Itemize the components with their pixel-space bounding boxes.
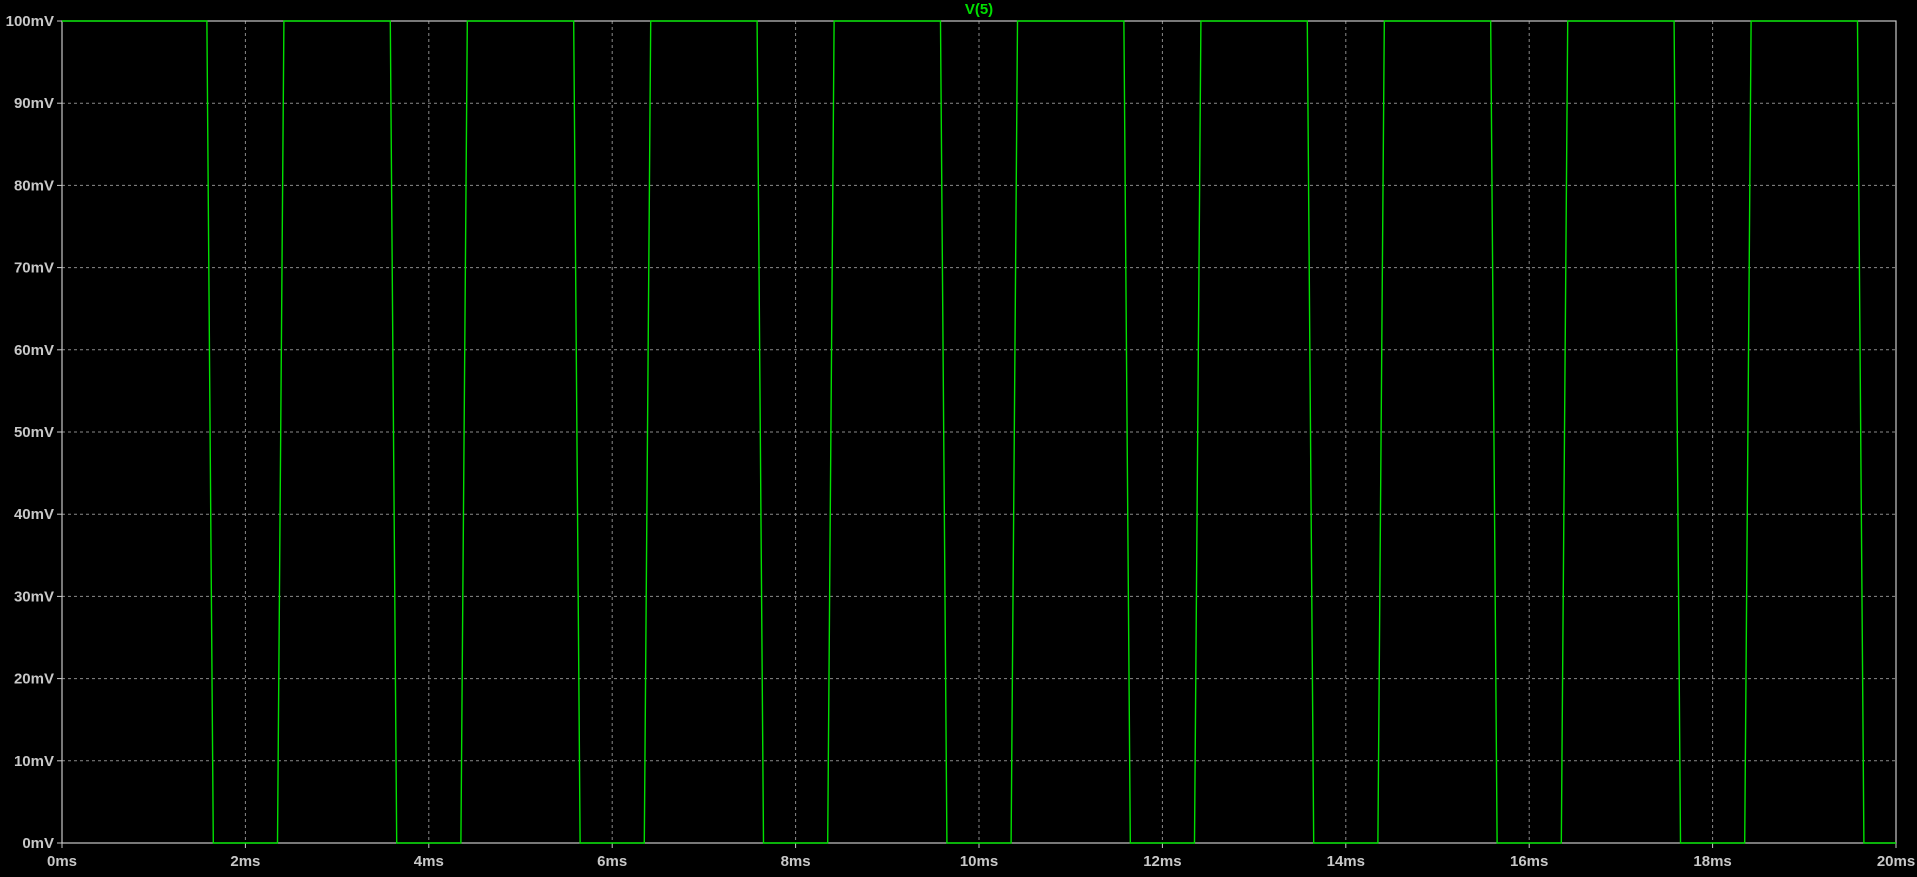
- x-tick-label: 8ms: [780, 853, 811, 870]
- x-tick-label: 0ms: [46, 853, 78, 870]
- y-tick-label: 80mV: [13, 177, 54, 195]
- y-tick-label: 20mV: [13, 670, 54, 688]
- x-tick-label: 4ms: [413, 853, 444, 870]
- x-tick-label: 10ms: [959, 853, 999, 870]
- y-tick-label: 30mV: [13, 588, 54, 606]
- x-tick-label: 18ms: [1693, 853, 1732, 870]
- x-tick-label: 2ms: [230, 853, 261, 870]
- y-tick-label: 100mV: [5, 13, 54, 30]
- trace-title[interactable]: V(5): [964, 1, 994, 18]
- y-tick-label: 70mV: [13, 259, 54, 277]
- y-tick-label: 90mV: [13, 95, 54, 113]
- x-tick-label: 6ms: [597, 853, 628, 870]
- y-tick-label: 10mV: [13, 752, 54, 770]
- y-tick-label: 40mV: [13, 506, 54, 524]
- y-tick-label: 0mV: [22, 835, 54, 852]
- x-tick-label: 14ms: [1326, 853, 1365, 870]
- x-tick-label: 16ms: [1510, 853, 1549, 870]
- x-tick-label: 20ms: [1876, 853, 1916, 870]
- y-tick-label: 60mV: [13, 341, 54, 359]
- y-tick-label: 50mV: [13, 424, 54, 441]
- x-tick-label: 12ms: [1143, 853, 1182, 870]
